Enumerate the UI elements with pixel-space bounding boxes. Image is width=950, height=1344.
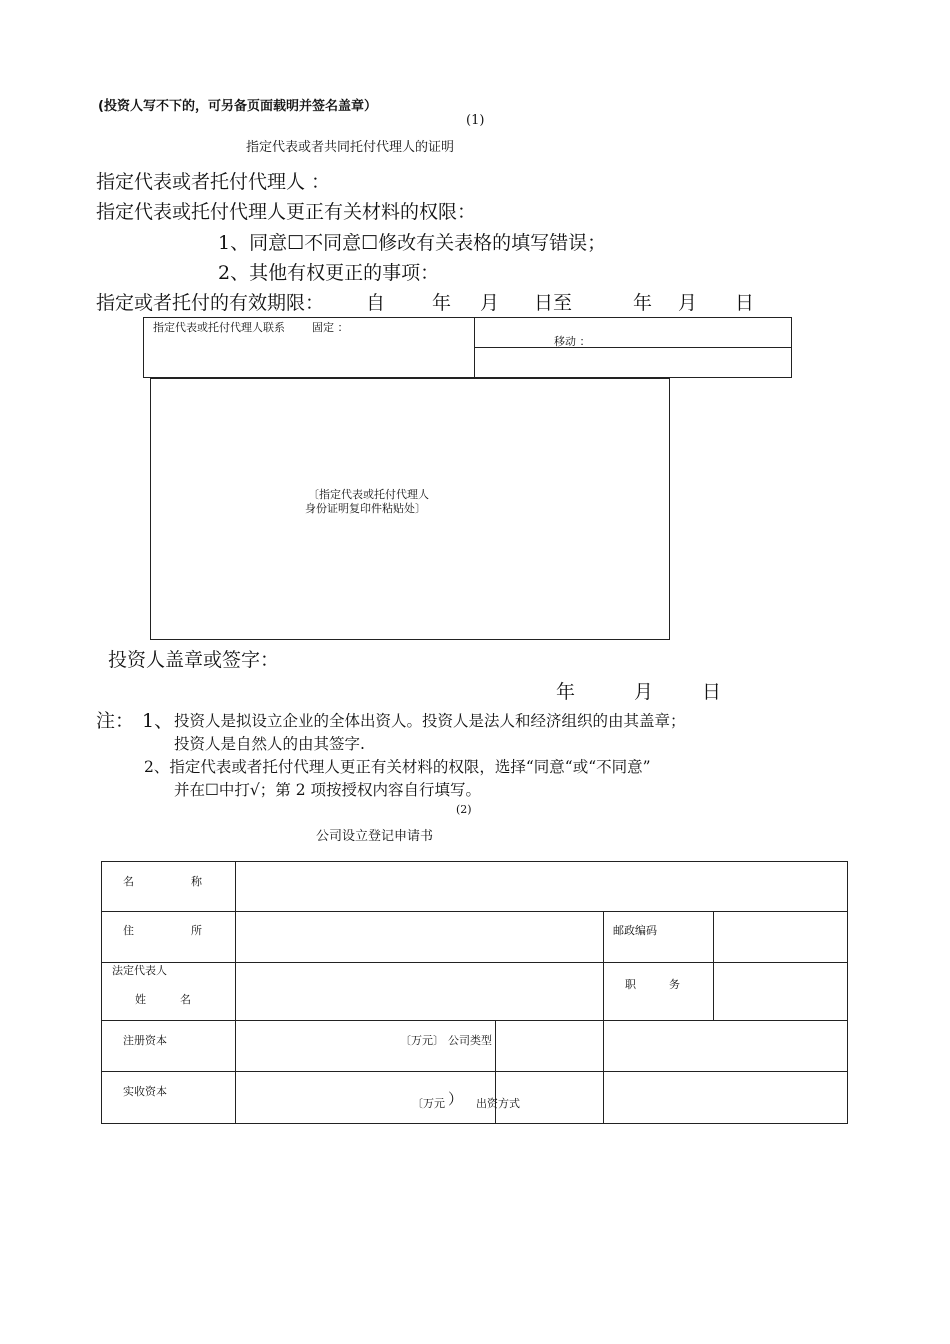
registration-table xyxy=(101,861,848,1124)
registered-capital-label: 注册资本 xyxy=(123,1034,167,1047)
name-label-b: 称 xyxy=(191,875,202,888)
authority-line: 指定代表或托付代理人更正有关材料的权限： xyxy=(96,201,477,223)
legal-rep-label: 法定代表人 xyxy=(112,964,167,977)
validity-year-2: 年 xyxy=(633,292,653,314)
validity-month-2: 月 xyxy=(678,292,698,314)
header-note: (投资人写不下的，可另备页面载明并签名盖章） xyxy=(98,99,377,114)
date-year: 年 xyxy=(556,681,576,703)
note-1-line-1: 投资人是拟设立企业的全体出资人。投资人是法人和经济组织的由其盖章； xyxy=(174,712,686,730)
address-label-b: 所 xyxy=(191,924,202,937)
authority-item-1: 1、同意☐不同意☐修改有关表格的填写错误； xyxy=(218,232,607,254)
contact-table-row-divider xyxy=(474,347,792,348)
authority-item-2: 2、其他有权更正的事项： xyxy=(218,262,440,284)
table-row-rule xyxy=(101,1020,848,1021)
date-month: 月 xyxy=(634,681,654,703)
id-copy-line-1: 〔指定代表或托付代理人 xyxy=(308,488,429,501)
note-1-line-2: 投资人是自然人的由其签字. xyxy=(174,735,365,753)
postal-code-label: 邮政编码 xyxy=(613,924,657,937)
rep-line: 指定代表或者托付代理人 ： xyxy=(96,171,331,193)
position-label-a: 职 xyxy=(625,978,636,991)
fixed-phone-label: 固定 ： xyxy=(312,321,349,334)
note-1-number: 1、 xyxy=(142,710,174,732)
legal-rep-name-a: 姓 xyxy=(135,993,146,1006)
signature-label: 投资人盖章或签字： xyxy=(108,649,280,671)
paid-capital-label: 实收资本 xyxy=(123,1085,167,1098)
mobile-phone-label: 移动 ： xyxy=(554,335,591,348)
table-row-rule xyxy=(101,1071,848,1072)
paid-capital-paren: ） xyxy=(448,1090,464,1108)
validity-day-to: 日至 xyxy=(534,292,573,314)
table-col-rule xyxy=(235,861,236,1124)
table-row-rule xyxy=(101,962,848,963)
page-number-2: (2) xyxy=(456,803,472,816)
paid-capital-unit: 〔万元 xyxy=(412,1097,445,1110)
table-row-rule xyxy=(101,911,848,912)
id-copy-line-2: 身份证明复印件粘贴处〕 xyxy=(305,502,426,515)
validity-from: 自 xyxy=(366,292,386,314)
table-col-rule xyxy=(713,911,714,1020)
date-day: 日 xyxy=(702,681,722,703)
position-label-b: 务 xyxy=(669,978,680,991)
page-title-2: 公司设立登记申请书 xyxy=(316,829,434,844)
validity-month-1: 月 xyxy=(480,292,500,314)
legal-rep-name-b: 名 xyxy=(180,993,191,1006)
validity-label: 指定或者托付的有效期限： xyxy=(96,292,325,314)
validity-year-1: 年 xyxy=(432,292,452,314)
company-type-label: 公司类型 xyxy=(448,1034,492,1047)
note-2-line-1: 2、指定代表或者托付代理人更正有关材料的权限，选择“同意“或“不同意” xyxy=(144,758,651,776)
validity-day-2: 日 xyxy=(735,292,755,314)
address-label-a: 住 xyxy=(123,924,134,937)
name-label-a: 名 xyxy=(123,875,134,888)
registered-capital-unit: 〔万元〕 xyxy=(400,1034,444,1047)
contribution-method-label: 出资方式 xyxy=(476,1097,520,1110)
notes-label: 注： xyxy=(96,710,135,732)
page-number-1: (1) xyxy=(466,113,485,128)
page-title-1: 指定代表或者共同托付代理人的证明 xyxy=(246,140,455,155)
note-2-line-2: 并在☐中打√；第 2 项按授权内容自行填写。 xyxy=(174,781,481,799)
contact-label: 指定代表或托付代理人联系 xyxy=(153,321,285,334)
table-col-rule xyxy=(603,911,604,1124)
